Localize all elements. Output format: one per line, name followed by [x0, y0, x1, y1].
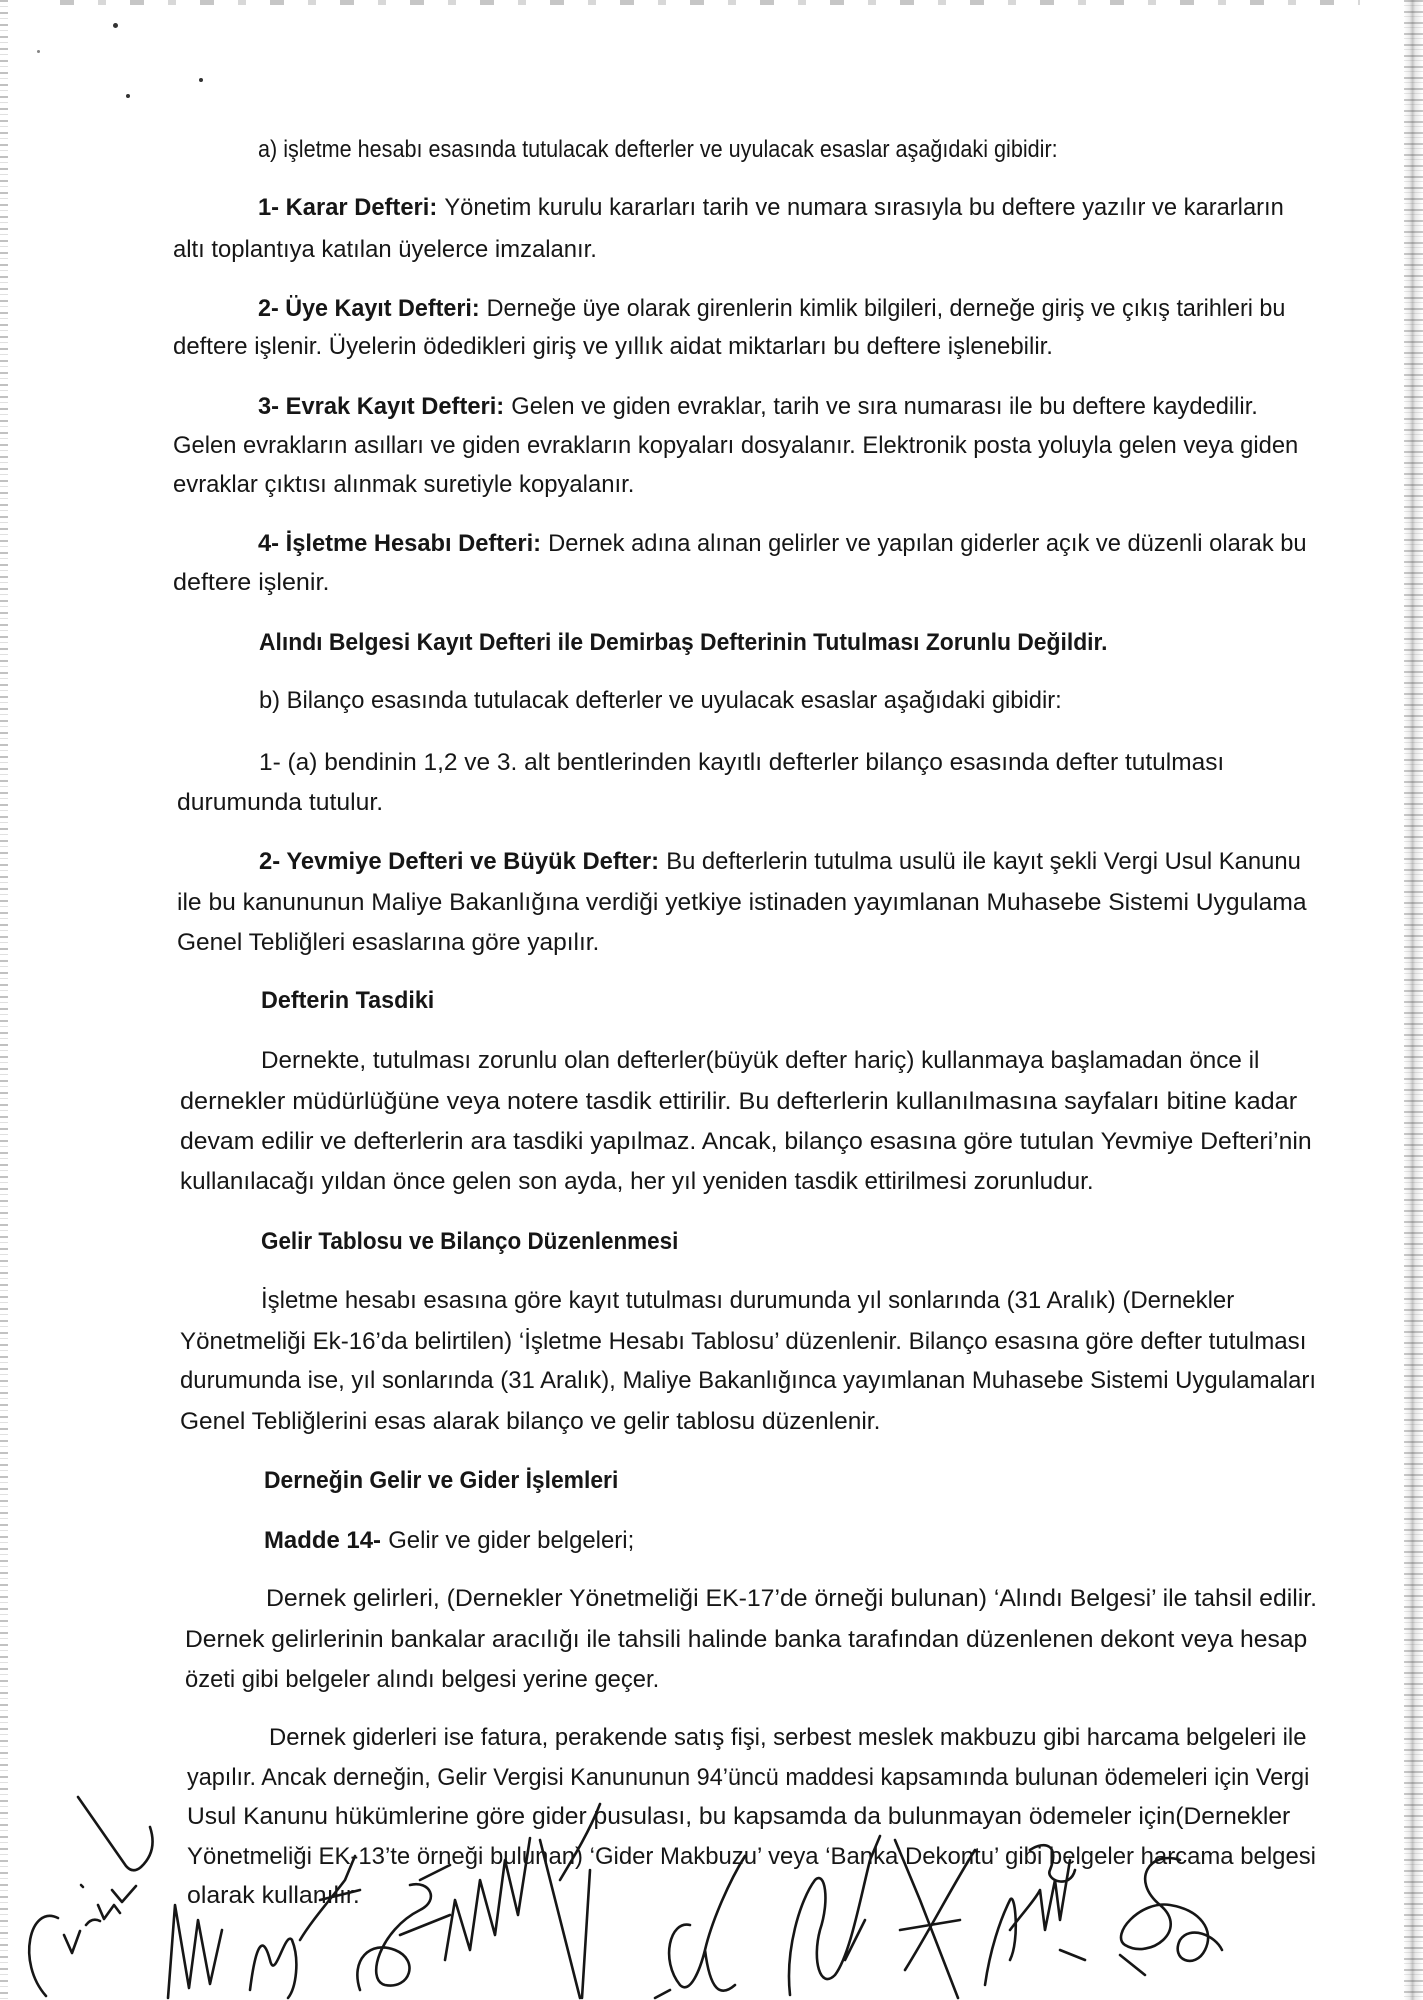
- line-text: evraklar çıktısı alınmak suretiyle kopyalanır.: [173, 471, 635, 498]
- line-text: özeti gibi belgeler alındı belgesi yerine geçer.: [185, 1666, 660, 1693]
- signature: [655, 1856, 745, 1998]
- text-line: [187, 1881, 360, 1911]
- line-text: altı toplantıya katılan üyelerce imzalanır.: [173, 236, 597, 263]
- section-heading: [261, 1227, 678, 1257]
- text-line: [259, 748, 1224, 778]
- scan-edge-left: [0, 0, 8, 2000]
- line-text: kullanılacağı yıldan önce gelen son ayda, her yıl yeniden tasdik ettirilmesi zorunludur.: [180, 1168, 1094, 1195]
- line-text: olarak kullanılır.: [187, 1882, 360, 1909]
- article-label: Madde 14-: [264, 1527, 382, 1554]
- text-line: [173, 431, 1298, 461]
- line-text: b) Bilanço esasında tutulacak defterler ve uyulacak esaslar aşağıdaki gibidir:: [259, 687, 1062, 714]
- item-label: 2- Üye Kayıt Defteri:: [258, 295, 480, 322]
- item-label: 3- Evrak Kayıt Defteri:: [258, 393, 505, 420]
- heading-text: Derneğin Gelir ve Gider İşlemleri: [264, 1467, 619, 1494]
- line-text: Usul Kanunu hükümlerine göre gider pusulası, bu kapsamda da bulunmayan ödemeler için(Dernekler: [187, 1803, 1291, 1830]
- text-line: [173, 568, 329, 598]
- scan-speck: [199, 78, 203, 82]
- line-text: ile bu kanununun Maliye Bakanlığına verdiği yetkiye istinaden yayımlanan Muhasebe Sistemi Uygulama: [177, 889, 1307, 916]
- section-heading: [264, 1466, 618, 1496]
- text-line: [258, 392, 1258, 422]
- line-text: dernekler müdürlüğüne veya notere tasdik ettirilir. Bu defterlerin kullanılmasına sayfaları bitine kadar: [180, 1088, 1298, 1115]
- text-line: [177, 788, 383, 818]
- signature: [540, 1804, 600, 1998]
- text-line: [187, 1763, 1309, 1793]
- text-line: [173, 332, 1053, 362]
- heading-text: Defterin Tasdiki: [261, 987, 435, 1014]
- text-line: [185, 1665, 659, 1695]
- heading-text: Gelir Tablosu ve Bilanço Düzenlenmesi: [261, 1228, 679, 1255]
- text-line: [180, 1127, 1312, 1157]
- text-line: [187, 1802, 1290, 1832]
- text-line: [173, 470, 634, 500]
- line-text: Yönetim kurulu kararları tarih ve numara sırasıyla bu deftere yazılır ve kararların: [444, 194, 1284, 221]
- text-line: [269, 1723, 1306, 1753]
- text-line: [177, 928, 599, 958]
- line-text: durumunda tutulur.: [177, 789, 384, 816]
- heading-text: Alındı Belgesi Kayıt Defteri ile Demirbaş Defterinin Tutulması Zorunlu Değildir.: [259, 629, 1108, 656]
- text-line: [258, 193, 1284, 223]
- text-line: [180, 1167, 1094, 1197]
- line-text: Yönetmeliği Ek-16’da belirtilen) ‘İşletme Hesabı Tablosu’ düzenlenir. Bilanço esasına göre defter tutulması: [180, 1328, 1307, 1355]
- scan-speck: [126, 94, 130, 98]
- text-line: [180, 1407, 880, 1437]
- text-line: [187, 1842, 1316, 1872]
- item-label: 1- Karar Defteri:: [258, 194, 438, 221]
- text-line: [258, 294, 1285, 324]
- text-line: [258, 135, 1058, 165]
- text-line: [173, 235, 597, 265]
- line-text: deftere işlenir.: [173, 569, 330, 596]
- line-text: 1- (a) bendinin 1,2 ve 3. alt bentlerinden kayıtlı defterler bilanço esasında defter tutulması: [259, 749, 1225, 776]
- line-text: devam edilir ve defterlerin ara tasdiki yapılmaz. Ancak, bilanço esasına göre tutulan Yevmiye Defteri’nin: [180, 1128, 1312, 1155]
- signature: [250, 1856, 360, 1998]
- signature: [29, 1885, 136, 1996]
- line-text: Genel Tebliğlerini esas alarak bilanço ve gelir tablosu düzenlenir.: [180, 1408, 881, 1435]
- line-text: Bu defterlerin tutulma usulü ile kayıt şekli Vergi Usul Kanunu: [666, 848, 1301, 875]
- line-text: deftere işlenir. Üyelerin ödedikleri giriş ve yıllık aidat miktarları bu deftere işlenebilir.: [173, 333, 1053, 360]
- item-label: 4- İşletme Hesabı Defteri:: [258, 530, 542, 557]
- scan-speck: [37, 50, 40, 53]
- text-line: [258, 529, 1307, 559]
- text-line: [259, 847, 1301, 877]
- line-text: Yönetmeliği EK-13’te örneği bulunan) ‘Gider Makbuzu’ veya ‘Banka Dekontu’ gibi belgeler harcama belgesi: [187, 1843, 1316, 1870]
- text-line: [180, 1087, 1297, 1117]
- line-text: Gelen ve giden evraklar, tarih ve sıra numarası ile bu deftere kaydedilir.: [511, 393, 1258, 420]
- line-text: yapılır. Ancak derneğin, Gelir Vergisi Kanununun 94’üncü maddesi kapsamında bulunan ödemeleri için Vergi: [187, 1764, 1310, 1791]
- item-label: 2- Yevmiye Defteri ve Büyük Defter:: [259, 848, 660, 875]
- text-line: [266, 1584, 1317, 1614]
- signature: [357, 1865, 450, 1990]
- signature: [168, 1905, 222, 1998]
- line-text: İşletme hesabı esasına göre kayıt tutulması durumunda yıl sonlarında (31 Aralık) (Dernekler: [261, 1287, 1235, 1314]
- line-text: Dernek giderleri ise fatura, perakende satış fişi, serbest meslek makbuzu gibi harcama belgeleri ile: [269, 1724, 1307, 1751]
- line-text: Dernekte, tutulması zorunlu olan defterler(büyük defter hariç) kullanmaya başlamadan önce il: [261, 1047, 1260, 1074]
- line-text: durumunda ise, yıl sonlarında (31 Aralık), Maliye Bakanlığınca yayımlanan Muhasebe Sistemi Uygulamaları: [180, 1367, 1317, 1394]
- scan-edge-right: [1404, 0, 1423, 2000]
- text-line: [185, 1625, 1307, 1655]
- text-line: [259, 686, 1062, 716]
- signature: [1120, 1858, 1222, 1975]
- text-line: [180, 1366, 1316, 1396]
- text-line: [264, 1526, 634, 1556]
- line-text: Dernek adına alınan gelirler ve yapılan giderler açık ve düzenli olarak bu: [548, 530, 1307, 557]
- line-text: Derneğe üye olarak girenlerin kimlik bilgileri, derneğe giriş ve çıkış tarihleri bu: [486, 295, 1286, 322]
- text-line: [261, 1286, 1234, 1316]
- section-heading: [261, 986, 434, 1016]
- text-line: [177, 888, 1307, 918]
- section-heading: [259, 628, 1108, 658]
- line-text: Gelen evrakların asılları ve giden evrakların kopyaları dosyalanır. Elektronik posta yoluyla gelen veya giden: [173, 432, 1299, 459]
- line-text: Genel Tebliğleri esaslarına göre yapılır.: [177, 929, 600, 956]
- scan-edge-top: [60, 0, 1360, 5]
- line-text: Gelir ve gider belgeleri;: [388, 1527, 635, 1554]
- check-mark: [78, 1797, 153, 1870]
- text-line: [180, 1327, 1306, 1357]
- text-line: [261, 1046, 1259, 1076]
- scan-speck: [113, 23, 118, 28]
- line-text: Dernek gelirleri, (Dernekler Yönetmeliği EK-17’de örneği bulunan) ‘Alındı Belgesi’ ile tahsil edilir.: [266, 1585, 1318, 1612]
- line-text: Dernek gelirlerinin bankalar aracılığı ile tahsili halinde banka tarafından düzenlenen dekont veya hesap: [185, 1626, 1308, 1653]
- line-text: a) işletme hesabı esasında tutulacak defterler ve uyulacak esaslar aşağıdaki gibidir:: [258, 136, 1058, 163]
